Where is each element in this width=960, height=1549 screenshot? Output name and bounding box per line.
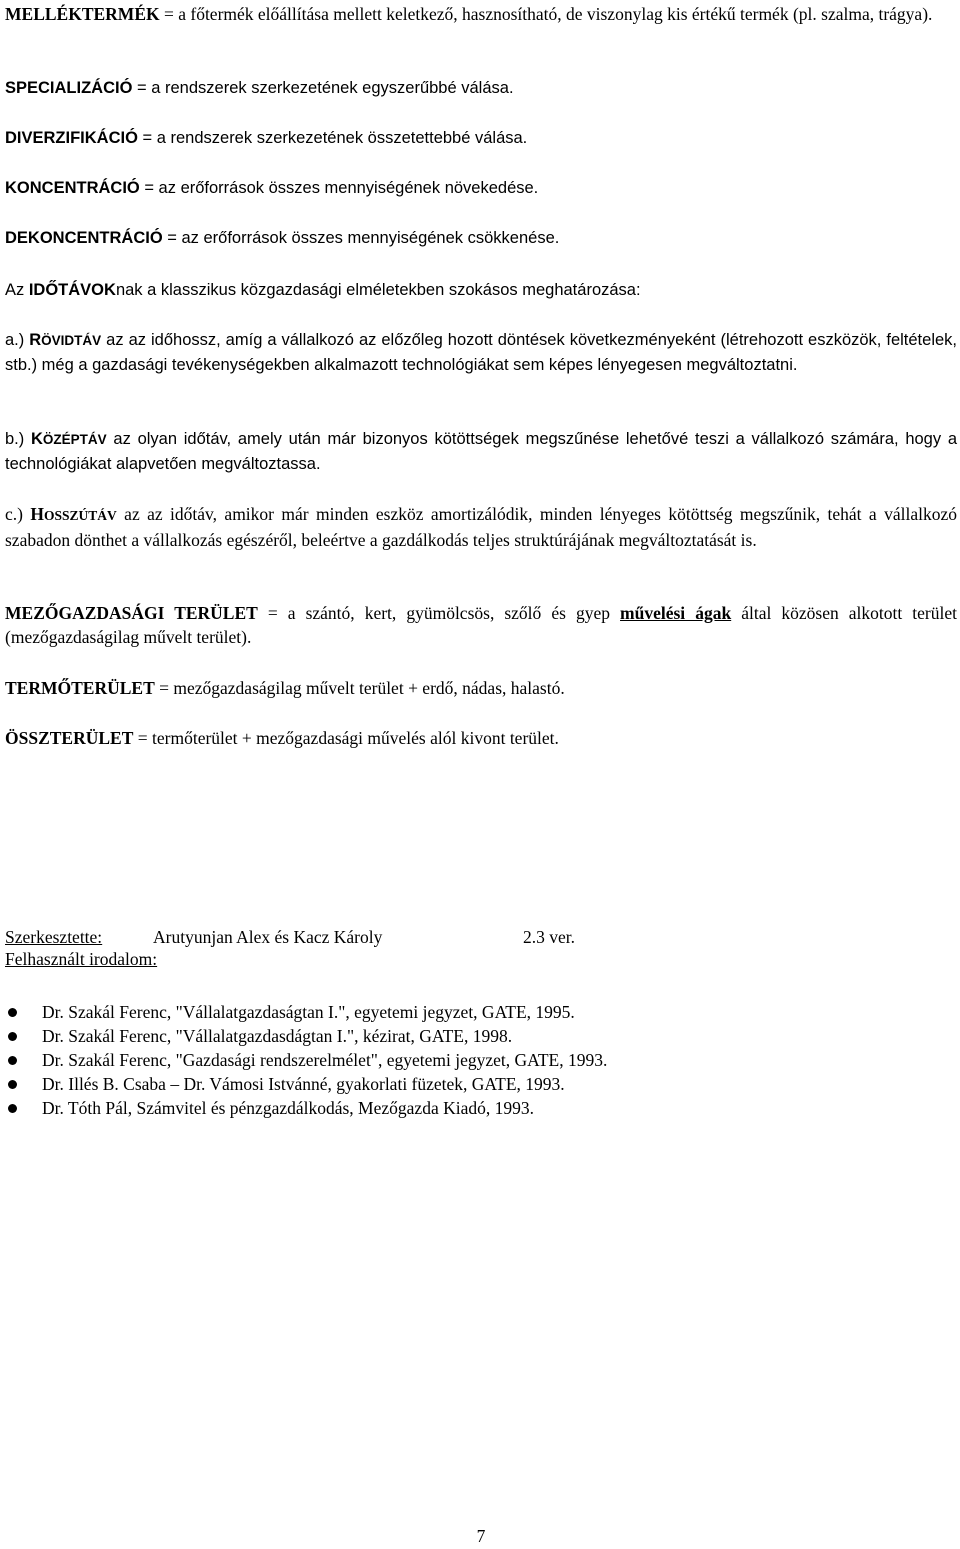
agricultural-definition-end: által közösen alkotott terület (mezőgazdaságilag művelt terület). [5, 603, 957, 647]
literature-item-text: Dr. Szakál Ferenc, "Gazdasági rendszerelmélet", egyetemi jegyzet, GATE, 1993. [42, 1050, 608, 1070]
bullet-icon [8, 1056, 17, 1065]
time-horizon-long [5, 502, 957, 552]
definition-diverzifikacio [5, 126, 957, 150]
bullet-icon [8, 1032, 17, 1041]
medium-marker: b.) [5, 430, 31, 448]
literature-item [5, 1000, 607, 1024]
literature-item [5, 1024, 607, 1048]
bullet-icon [8, 1080, 17, 1089]
short-definition: az az időhossz, amíg a vállalkozó az előzőleg hozott döntések következményeként (létrehozott eszközök, feltételek, stb.) még a gazdasági tevékenységekben alkalmazott technológiákat sem képes lényegesen megváltoztatni. [5, 331, 957, 374]
bullet-icon [8, 1104, 17, 1113]
definition-text-diverzifikacio: = a rendszerek szerkezetének összetettebbé válása. [137, 129, 528, 147]
term-termoterulet: TERMŐTERÜLET [5, 678, 155, 698]
definition-text-koncentracio: = az erőforrások összes mennyiségének növekedése. [139, 179, 539, 197]
agricultural-emphasis: művelési ágak [620, 603, 732, 623]
time-horizons-intro [5, 278, 957, 302]
definition-termoterulet [5, 676, 957, 700]
document-page [5, 0, 957, 1549]
medium-term-initial: K [31, 430, 43, 448]
definition-text-specializacio: = a rendszerek szerkezetének egyszerűbbé válása. [132, 79, 514, 97]
literature-item-text: Dr. Illés B. Csaba – Dr. Vámosi Istvánné, gyakorlati füzetek, GATE, 1993. [42, 1074, 565, 1094]
agricultural-definition-start: = a szántó, kert, gyümölcsös, szőlő és gyep [257, 603, 621, 623]
time-horizons-intro-suffix: nak a klasszikus közgazdasági elméletekben szokásos meghatározása: [115, 281, 641, 299]
long-term-initial: H [30, 504, 44, 524]
term-idotavok: IDŐTÁVOK [28, 281, 116, 299]
medium-term-rest: ÖZÉPTÁV [42, 432, 107, 447]
short-marker: a.) [5, 331, 30, 349]
literature-item-text: Dr. Szakál Ferenc, "Vállalatgazdaságtan I.", egyetemi jegyzet, GATE, 1995. [42, 1002, 575, 1022]
time-horizon-short [5, 328, 957, 377]
long-definition: az az időtáv, amikor már minden eszköz amortizálódik, minden lényeges kötöttség megszűnik, tehát a vállalkozó szabadon dönthet a vállalkozás egészéről, beleértve a gazdálkodás teljes struktúrájának megváltoztatását is. [5, 504, 957, 550]
short-term-rest: ÖVIDTÁV [41, 333, 102, 348]
definition-text-mellektermek: = a főtermék előállítása mellett keletkező, hasznosítható, de viszonylag kis értékű termék (pl. szalma, trágya). [159, 4, 933, 24]
definition-dekoncentracio [5, 226, 957, 250]
long-term-rest: OSSZÚTÁV [44, 508, 117, 523]
term-mellektermek: MELLÉKTERMÉK [5, 4, 160, 24]
byline-authors: Arutyunjan Alex és Kacz Károly [153, 927, 383, 947]
term-specializacio: SPECIALIZÁCIÓ [5, 79, 133, 97]
short-term-initial: R [29, 331, 42, 349]
literature-item [5, 1048, 607, 1072]
literature-item-text: Dr. Tóth Pál, Számvitel és pénzgazdálkodás, Mezőgazda Kiadó, 1993. [42, 1098, 534, 1118]
definition-ossztertulet [5, 726, 957, 750]
literature-list [5, 1000, 607, 1120]
time-horizons-intro-prefix: Az [5, 281, 29, 299]
total-definition: = termőterület + mezőgazdasági művelés alól kivont terület. [133, 728, 559, 748]
byline-version: 2.3 ver. [523, 927, 576, 947]
definition-specializacio [5, 76, 957, 100]
literature-item [5, 1072, 607, 1096]
literature-item-text: Dr. Szakál Ferenc, "Vállalatgazdasdágtan I.", kézirat, GATE, 1998. [42, 1026, 513, 1046]
literature-item [5, 1096, 607, 1120]
medium-definition: az olyan időtáv, amely után már bizonyos kötöttségek megszűnése lehetővé teszi a vállalkozó számára, hogy a technológiákat alapvetően megváltoztassa. [5, 430, 958, 473]
definition-mellektermek [5, 2, 957, 26]
bullet-icon [8, 1008, 17, 1017]
long-marker: c.) [5, 504, 31, 524]
byline-label: Szerkesztette: [5, 927, 103, 947]
literature-heading: Felhasznált irodalom: [5, 949, 158, 969]
time-horizon-medium [5, 427, 957, 476]
definition-koncentracio [5, 176, 957, 200]
term-mezogazdasagi-terulet: MEZŐGAZDASÁGI TERÜLET [5, 603, 258, 623]
term-koncentracio: KONCENTRÁCIÓ [5, 179, 140, 197]
term-ossztertulet: ÖSSZTERÜLET [5, 728, 134, 748]
definition-text-dekoncentracio: = az erőforrások összes mennyiségének csökkenése. [162, 229, 560, 247]
definition-mezogazdasagi-terulet [5, 601, 957, 649]
term-diverzifikacio: DIVERZIFIKÁCIÓ [5, 129, 138, 147]
productive-definition: = mezőgazdaságilag művelt terület + erdő, nádas, halastó. [154, 678, 565, 698]
term-dekoncentracio: DEKONCENTRÁCIÓ [5, 229, 163, 247]
page-number: 7 [476, 1526, 486, 1546]
